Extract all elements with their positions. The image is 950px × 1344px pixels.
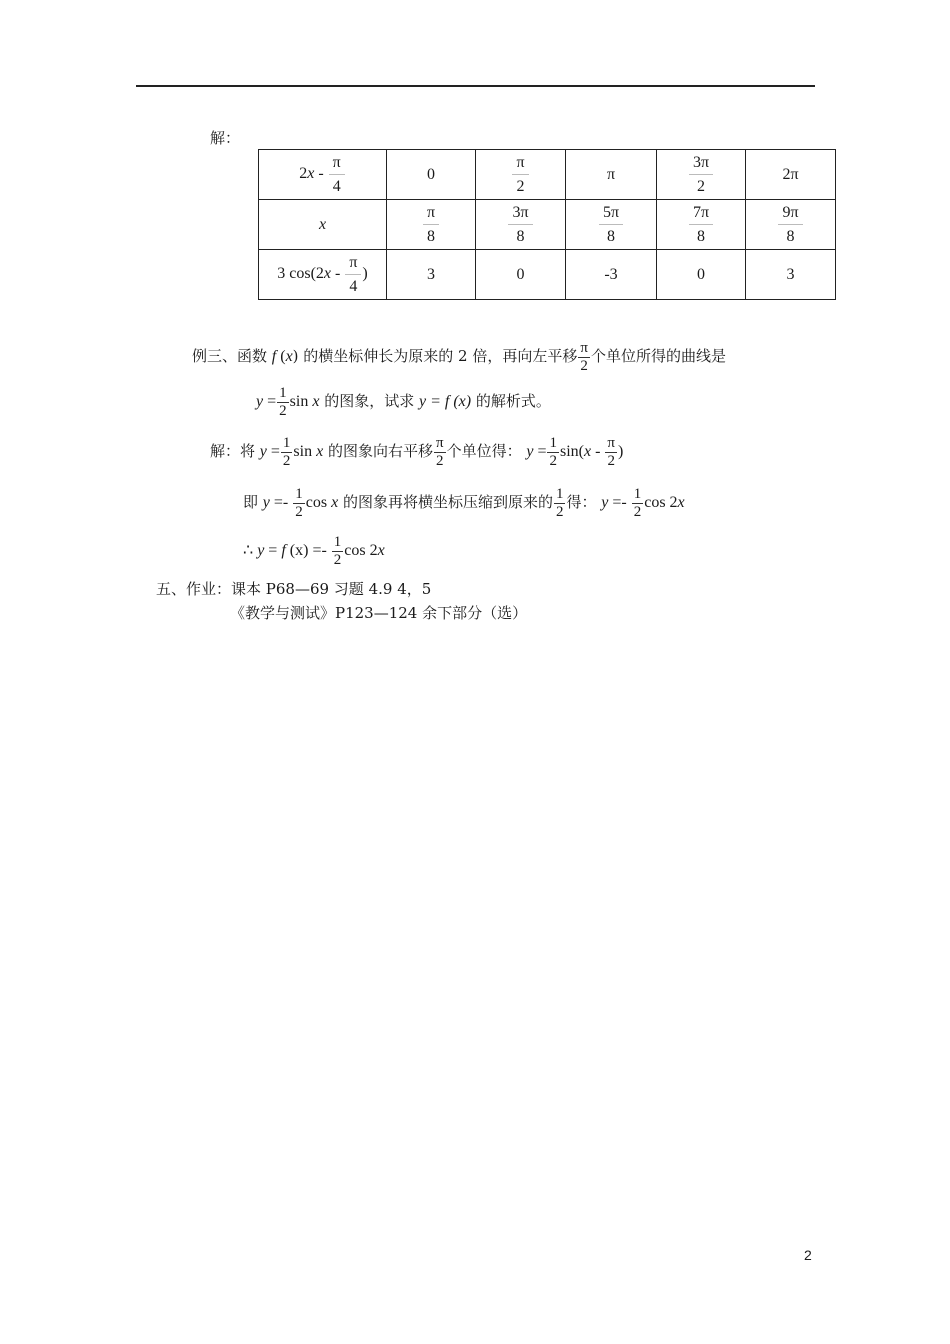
table-cell: $\frac{9\pi}{8}$: [746, 200, 836, 250]
table-cell: $\frac{\pi}{2}$: [476, 150, 566, 200]
value-table: [258, 149, 836, 300]
homework-line1: 五、作业：课本 P68—69 习题 4.9 4，5: [156, 580, 432, 598]
table-cell: 0: [476, 250, 566, 300]
table-cell: $\frac{3\pi}{8}$: [476, 200, 566, 250]
example3-line1: 例三、函数 f (x) 的横坐标伸长为原来的 2 倍，再向左平移 $\frac{\pi}{2}$ 个单位所得的曲线是: [192, 339, 726, 374]
table-cell: 3: [746, 250, 836, 300]
solution2-line3: ∴ y = f (x) =- $\frac{1}{2}$ cos 2x: [243, 533, 385, 568]
table-cell: 0: [387, 150, 476, 200]
homework-line2: 《教学与测试》P123—124 余下部分（选）: [230, 604, 528, 622]
table-cell: 2π: [746, 150, 836, 200]
solution2-line2: 即 y =- $\frac{1}{2}$ cos x 的图象再将横坐标压缩到原来的 $\frac{1}{2}$ 得： y =- $\frac{1}{2}$ cos 2x: [243, 485, 685, 520]
table-cell: 3: [387, 250, 476, 300]
table-cell-header: 3 cos(2x - $\frac{\pi}{4}$ ): [259, 250, 387, 300]
table-row: [259, 250, 836, 300]
table-row: [259, 150, 836, 200]
table-cell: $\frac{7\pi}{8}$: [657, 200, 746, 250]
header-rule: [136, 85, 815, 87]
table-cell-header: 2x - $\frac{\pi}{4}$: [259, 150, 387, 200]
table-cell: π: [566, 150, 657, 200]
table-cell-header: x: [259, 200, 387, 250]
table-row: [259, 200, 836, 250]
table-cell: $\frac{5\pi}{8}$: [566, 200, 657, 250]
table-cell: -3: [566, 250, 657, 300]
solution-label: 解：: [210, 129, 241, 147]
table-cell: $\frac{\pi}{8}$: [387, 200, 476, 250]
solution2-line1: 解：将 y = $\frac{1}{2}$ sin x 的图象向右平移 $\frac{\pi}{2}$ 个单位得： y = $\frac{1}{2}$ sin(x - $\frac{\pi}{2}$ ): [210, 434, 624, 469]
table-cell: 0: [657, 250, 746, 300]
table-cell: $\frac{3\pi}{2}$: [657, 150, 746, 200]
page-number: 2: [804, 1247, 812, 1263]
example3-line2: y = $\frac{1}{2}$ sin x 的图象，试求 y = f (x) 的解析式。: [256, 384, 551, 419]
